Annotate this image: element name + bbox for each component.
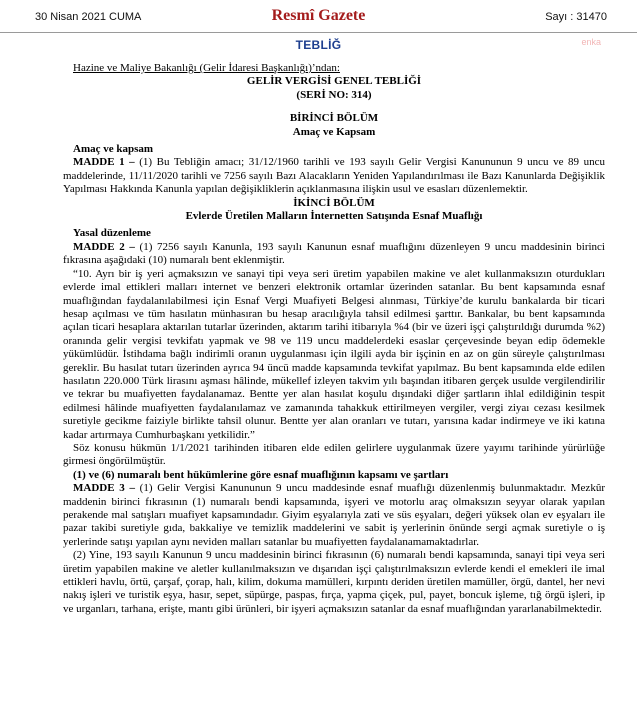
madde-1-text: (1) Bu Tebliğin amacı; 31/12/1960 tarihli ve 193 sayılı Gelir Vergisi Kanununun 9 uncu ve 89 uncu maddelerinde, 11/11/2020 tarihli ve 7256 sayılı Bazı Alacakların Yeniden Yapılandırılması ile Bazı Kanunlarda Değişiklik Yapılması Hakkında Kanunla yapılan değişikliklerin açıklanmasına ilişkin usul ve esasları düzenlemektir. [63, 156, 605, 196]
madde-2-label: MADDE 2 – [73, 240, 135, 253]
watermark: enka [581, 37, 601, 47]
heading-scope: (1) ve (6) numaralı bent hükümlerine göre esnaf muaflığının kapsamı ve şartları [73, 468, 449, 481]
madde-3-paragraph-2: (2) Yine, 193 sayılı Kanunun 9 uncu maddesinin birinci fıkrasının (6) numaralı bendi kapsamında, sanayi tipi veya seri üretim yapabilen makine ve aletler kullanılmaksızın ve dışarıdan işçi çalıştırılmaksızın evlerde kendi el emekleri ile imal ettikleri havlu, örtü, çarşaf, çorap, halı, kilim, dokuma mamülleri, kırpıntı deriden üretilen mamüller, örgü, dantel, her nevi nakış işleri ve turistik eşya, hasır, sepet, süpürge, paspas, fırça, yapma çiçek, pul, payet, boncuk işleme, tığ örgü işleri, ip ve urganları, tarhana, erişte, mantı gibi ürünleri, bir işyeri açmaksızın satanlar da esnaf muaflığından yararlanabilmektedir. [63, 549, 605, 615]
heading-amac: Amaç ve kapsam [73, 143, 154, 156]
ministry-line: Hazine ve Maliye Bakanlığı (Gelir İdaresi Başkanlığı)’ndan: [73, 62, 340, 74]
madde-2 [63, 241, 605, 268]
part1-title: BİRİNCİ BÖLÜM [289, 112, 379, 125]
madde-2-text: (1) 7256 sayılı Kanunla, 193 sayılı Kanunun esnaf muaflığını düzenleyen 9 uncu maddesinin birinci fıkrasına aşağıdaki (10) numaralı bent eklenmiştir. [63, 240, 605, 267]
madde-1 [63, 156, 605, 196]
section-label: TEBLİĞ [295, 38, 342, 52]
doc-title: GELİR VERGİSİ GENEL TEBLİĞİ [246, 75, 422, 88]
issue-number: Sayı : 31470 [545, 11, 607, 23]
doc-serial: (SERİ NO: 314) [296, 88, 372, 101]
issue-date: 30 Nisan 2021 CUMA [35, 11, 142, 23]
part2-title: İKİNCİ BÖLÜM [293, 196, 375, 209]
part1-subtitle: Amaç ve Kapsam [292, 125, 376, 138]
madde-1-label: MADDE 1 – [73, 156, 135, 169]
after-quote-paragraph: Söz konusu hükmün 1/1/2021 tarihinden itibaren elde edilen gelirlere uygulanmak üzere yayımı tarihinde yürürlüğe girmesi öngörülmüştür. [63, 441, 605, 468]
heading-yasal: Yasal düzenleme [73, 227, 151, 240]
madde-3-text: (1) Gelir Vergisi Kanununun 9 uncu maddesinde esnaf muaflığı düzenlenmiş bulunmaktadır. Mezkûr maddenin birinci fıkrasının (1) numaralı bendi kapsamında, işyeri ve motorlu araç olmaksızın seyyar olarak yapılan perakende mal satışları muafiyet kapsamındadır. Giyim eşyalarıyla zati ve süs eşyaları, değeri yüksek olan ev eşyaları ile pazar takibi suretiyle gıda, bakkaliye ve temizlik maddelerini ve sabit iş yerlerinin önünde sergi açmak suretiyle o iş yerlerinde satışı yapılan aynı neviden malları satanlar bu muafiyetten faydalanamamaktadırlar. [63, 482, 605, 548]
gazette-title: Resmî Gazete [271, 7, 366, 24]
document-body [63, 62, 605, 616]
part2-subtitle: Evlerde Üretilen Malların İnternetten Satışında Esnaf Muaflığı [185, 210, 483, 223]
gazette-header [0, 0, 637, 33]
quoted-clause: “10. Ayrı bir iş yeri açmaksızın ve sanayi tipi veya seri üretim yapabilen makine ve alet kullanmaksızın oturdukları evlerde imal ettikleri malları internet ve benzeri elektronik ortamlar üzerinden satanlar. Bu bent kapsamında esnaf muaflığından faydalanılabilmesi için Esnaf Vergi Muafiyeti Belgesi alınması, Türkiye’de kurulu bankalarda bir ticari hesap açılması ve tüm hasılatın münhasıran bu hesap aracılığıyla tahsil edilmesi şarttır. Bankalar, bu bent kapsamında açılan ticari hesaplara aktarılan tutarlar üzerinden, aktarım tarihi itibarıyla %4 (bir ve üzeri işçi çalıştırıldığı durumda %2) oranında gelir vergisi tevkifatı yapmak ve 98 ve 119 uncu maddelerdeki esaslar çerçevesinde beyan edip ödemekle yükümlüdür. İstihdama bağlı indirimli oranın uygulanması için ilgili ayda bir işçinin en az on gün süreyle çalıştırılması gereklir. Bu hasılat tutarı üzerinden ayrıca 94 üncü madde kapsamında tevkifat yapılmaz. Bu bent kapsamında elde edilen hasılatın 220.000 Türk lirasını aşması hâlinde, mükellef izleyen takvim yılı başından itibaren gerçek usulde vergilendirilir ve tekrar bu muafiyetten faydalanamaz. Bentte yer alan hasılat koşulu dışındaki diğer şartların ihlal edildiğinin tespit edilmesi hâlinde muafiyetten faydalanılamaz ve zamanında tahakkuk ettirilmeyen vergiler, vergi ziyaı cezası kesilmek suretiyle gecikme faiziyle birlikte tahsil olunur. Bentte yer alan oranları ve tutarı, yarısına kadar indirmeye ve iki katına kadar artırmaya Cumhurbaşkanı yetkilidir.” [63, 267, 605, 441]
madde-3 [63, 482, 605, 549]
madde-3-label: MADDE 3 – [73, 482, 135, 495]
